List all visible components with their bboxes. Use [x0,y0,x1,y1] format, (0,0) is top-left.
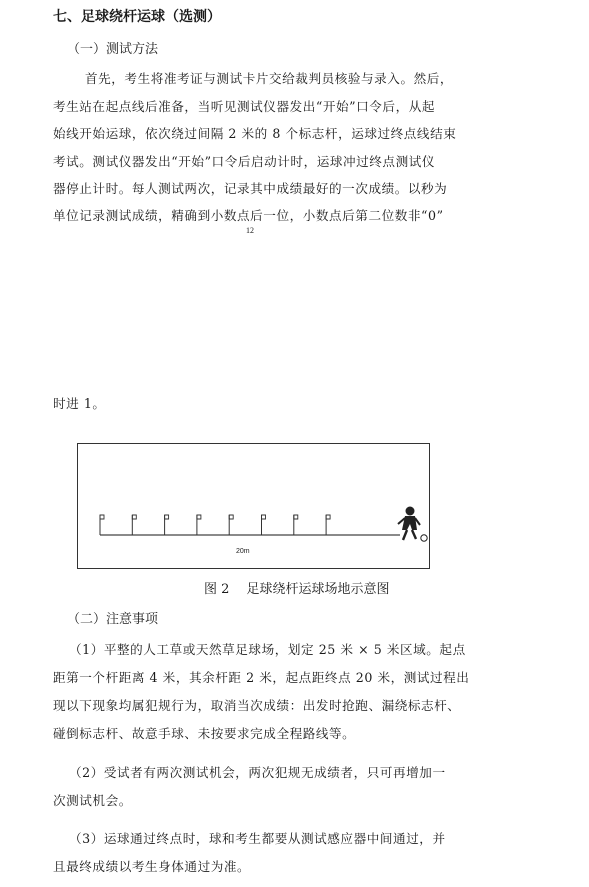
marker-flag [262,515,266,519]
paragraph-line: 考生站在起点线后准备，当听见测试仪器发出“开始”口令后，从起 [53,99,436,114]
note-line: 距第一个杆距离 4 米，其余杆距 2 米，起点距终点 20 米，测试过程出 [53,670,470,685]
page-number: 12 [246,226,254,235]
note-line: 且最终成绩以考生身体通过为准。 [53,859,251,874]
note-line: 碰倒标志杆、故意手球、未按要求完成全程路线等。 [53,726,356,741]
marker-flag [165,515,169,519]
paragraph-line: 考试。测试仪器发出“开始”口令后启动计时，运球冲过终点测试仪 [53,154,436,169]
paragraph-line: 始线开始运球，依次绕过间隔 2 米的 8 个标志杆，运球过终点线结束 [53,126,457,141]
paragraph-continuation: 时进 1。 [53,396,106,411]
marker-flag [132,515,136,519]
note-line: （1）平整的人工草或天然草足球场，划定 25 米 × 5 米区域。起点 [69,642,466,657]
marker-flag [326,515,330,519]
poles-group [100,515,330,535]
note-line: 现以下现象均属犯规行为，取消当次成绩：出发时抢跑、漏绕标志杆、 [53,698,461,713]
note-line: （3）运球通过终点时，球和考生都要从测试感应器中间通过，并 [69,831,446,846]
field-diagram-svg [78,444,431,570]
marker-flag [294,515,298,519]
section-title: 七、足球绕杆运球（选测） [53,9,221,25]
marker-flag [197,515,201,519]
paragraph-line: 首先，考生将准考证与测试卡片交给裁判员核验与录入。然后， [85,71,454,86]
paragraph-line: 器停止计时。每人测试两次，记录其中成绩最好的一次成绩。以秒为 [53,181,448,196]
field-diagram [77,443,430,569]
figure-caption: 图 2 足球绕杆运球场地示意图 [204,582,390,597]
note-line: （2）受试者有两次测试机会，两次犯规无成绩者，只可再增加一 [69,765,446,780]
subsection-title-method: （一）测试方法 [67,42,159,57]
note-line: 次测试机会。 [53,793,132,808]
paragraph-line: 单位记录测试成绩，精确到小数点后一位，小数点后第二位数非“0” [53,208,444,223]
distance-label: 20m [236,548,250,555]
subsection-title-notes: （二）注意事项 [67,612,159,627]
marker-flag [229,515,233,519]
player-icon [398,507,427,542]
marker-flag [100,515,104,519]
